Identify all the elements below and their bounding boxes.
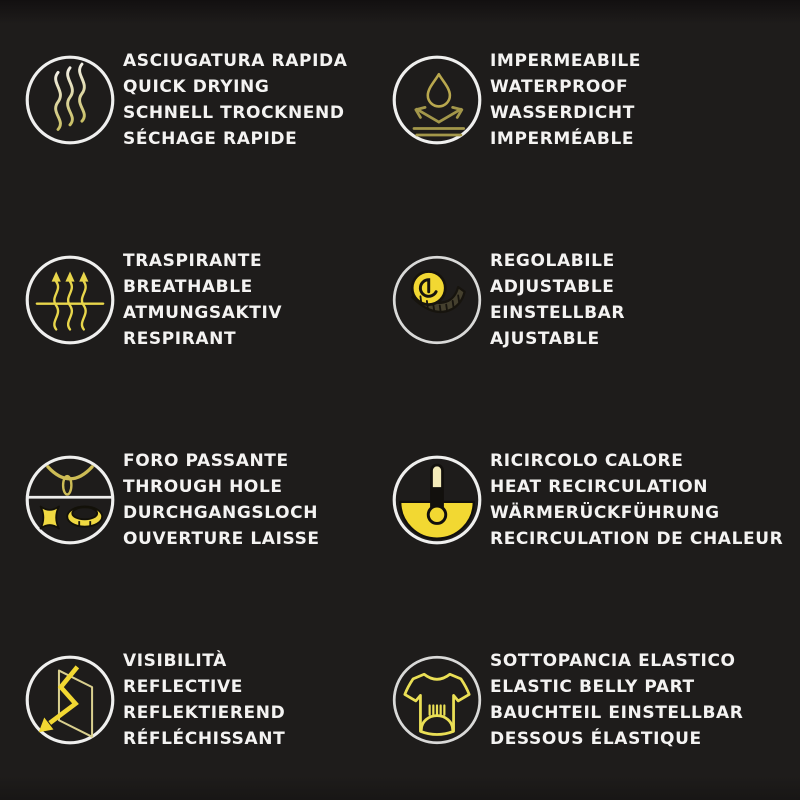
feature-line: OUVERTURE LAISSE bbox=[123, 529, 320, 549]
feature-line: ADJUSTABLE bbox=[490, 277, 615, 297]
measuring-tape-icon bbox=[391, 254, 483, 346]
feature-line: BAUCHTEIL EINSTELLBAR bbox=[490, 703, 744, 723]
feature-line: AJUSTABLE bbox=[490, 329, 600, 349]
feature-labels bbox=[490, 448, 783, 552]
feature-elastic-belly bbox=[383, 600, 800, 800]
feature-line: IMPERMEABILE bbox=[490, 51, 642, 71]
feature-labels bbox=[490, 248, 625, 352]
feature-labels bbox=[123, 448, 320, 552]
feature-labels bbox=[123, 648, 285, 752]
feature-line: ELASTIC BELLY PART bbox=[490, 677, 695, 697]
steam-icon bbox=[24, 54, 116, 146]
feature-line: WASSERDICHT bbox=[490, 103, 635, 123]
feature-line: QUICK DRYING bbox=[123, 77, 270, 97]
feature-line: WATERPROOF bbox=[490, 77, 629, 97]
feature-line: TRASPIRANTE bbox=[123, 251, 263, 271]
feature-line: RESPIRANT bbox=[123, 329, 237, 349]
feature-line: SÉCHAGE RAPIDE bbox=[123, 129, 298, 149]
feature-line: ASCIUGATURA RAPIDA bbox=[123, 51, 348, 71]
through-hole-icon bbox=[24, 454, 116, 546]
feature-heat-recirculation bbox=[383, 400, 800, 600]
feature-line: RÉFLÉCHISSANT bbox=[123, 729, 286, 749]
feature-labels bbox=[490, 48, 641, 152]
feature-line: HEAT RECIRCULATION bbox=[490, 477, 709, 497]
thermometer-heat-icon bbox=[391, 454, 483, 546]
feature-line: THROUGH HOLE bbox=[123, 477, 283, 497]
waterproof-drop-icon bbox=[391, 54, 483, 146]
feature-line: RICIRCOLO CALORE bbox=[490, 451, 684, 471]
feature-line: IMPERMÉABLE bbox=[490, 129, 635, 149]
feature-line: FORO PASSANTE bbox=[123, 451, 289, 471]
feature-line: EINSTELLBAR bbox=[490, 303, 626, 323]
feature-reflective bbox=[0, 600, 383, 800]
feature-line: SOTTOPANCIA ELASTICO bbox=[490, 651, 736, 671]
feature-line: RECIRCULATION DE CHALEUR bbox=[490, 529, 784, 549]
feature-labels bbox=[123, 48, 347, 152]
feature-quick-drying bbox=[0, 0, 383, 200]
feature-labels bbox=[490, 648, 743, 752]
feature-breathable bbox=[0, 200, 383, 400]
feature-line: DURCHGANGSLOCH bbox=[123, 503, 319, 523]
feature-line: DESSOUS ÉLASTIQUE bbox=[490, 729, 702, 749]
feature-line: REGOLABILE bbox=[490, 251, 615, 271]
feature-line: WÄRMERÜCKFÜHRUNG bbox=[490, 503, 720, 523]
feature-line: ATMUNGSAKTIV bbox=[123, 303, 283, 323]
feature-adjustable bbox=[383, 200, 800, 400]
feature-through-hole bbox=[0, 400, 383, 600]
feature-labels bbox=[123, 248, 282, 352]
feature-line: REFLEKTIEREND bbox=[123, 703, 286, 723]
feature-waterproof bbox=[383, 0, 800, 200]
feature-line: VISIBILITÀ bbox=[123, 651, 227, 671]
tshirt-icon bbox=[391, 654, 483, 746]
feature-line: BREATHABLE bbox=[123, 277, 253, 297]
feature-line: REFLECTIVE bbox=[123, 677, 243, 697]
reflective-mirror-icon bbox=[24, 654, 116, 746]
feature-line: SCHNELL TROCKNEND bbox=[123, 103, 345, 123]
breathable-arrows-icon bbox=[24, 254, 116, 346]
